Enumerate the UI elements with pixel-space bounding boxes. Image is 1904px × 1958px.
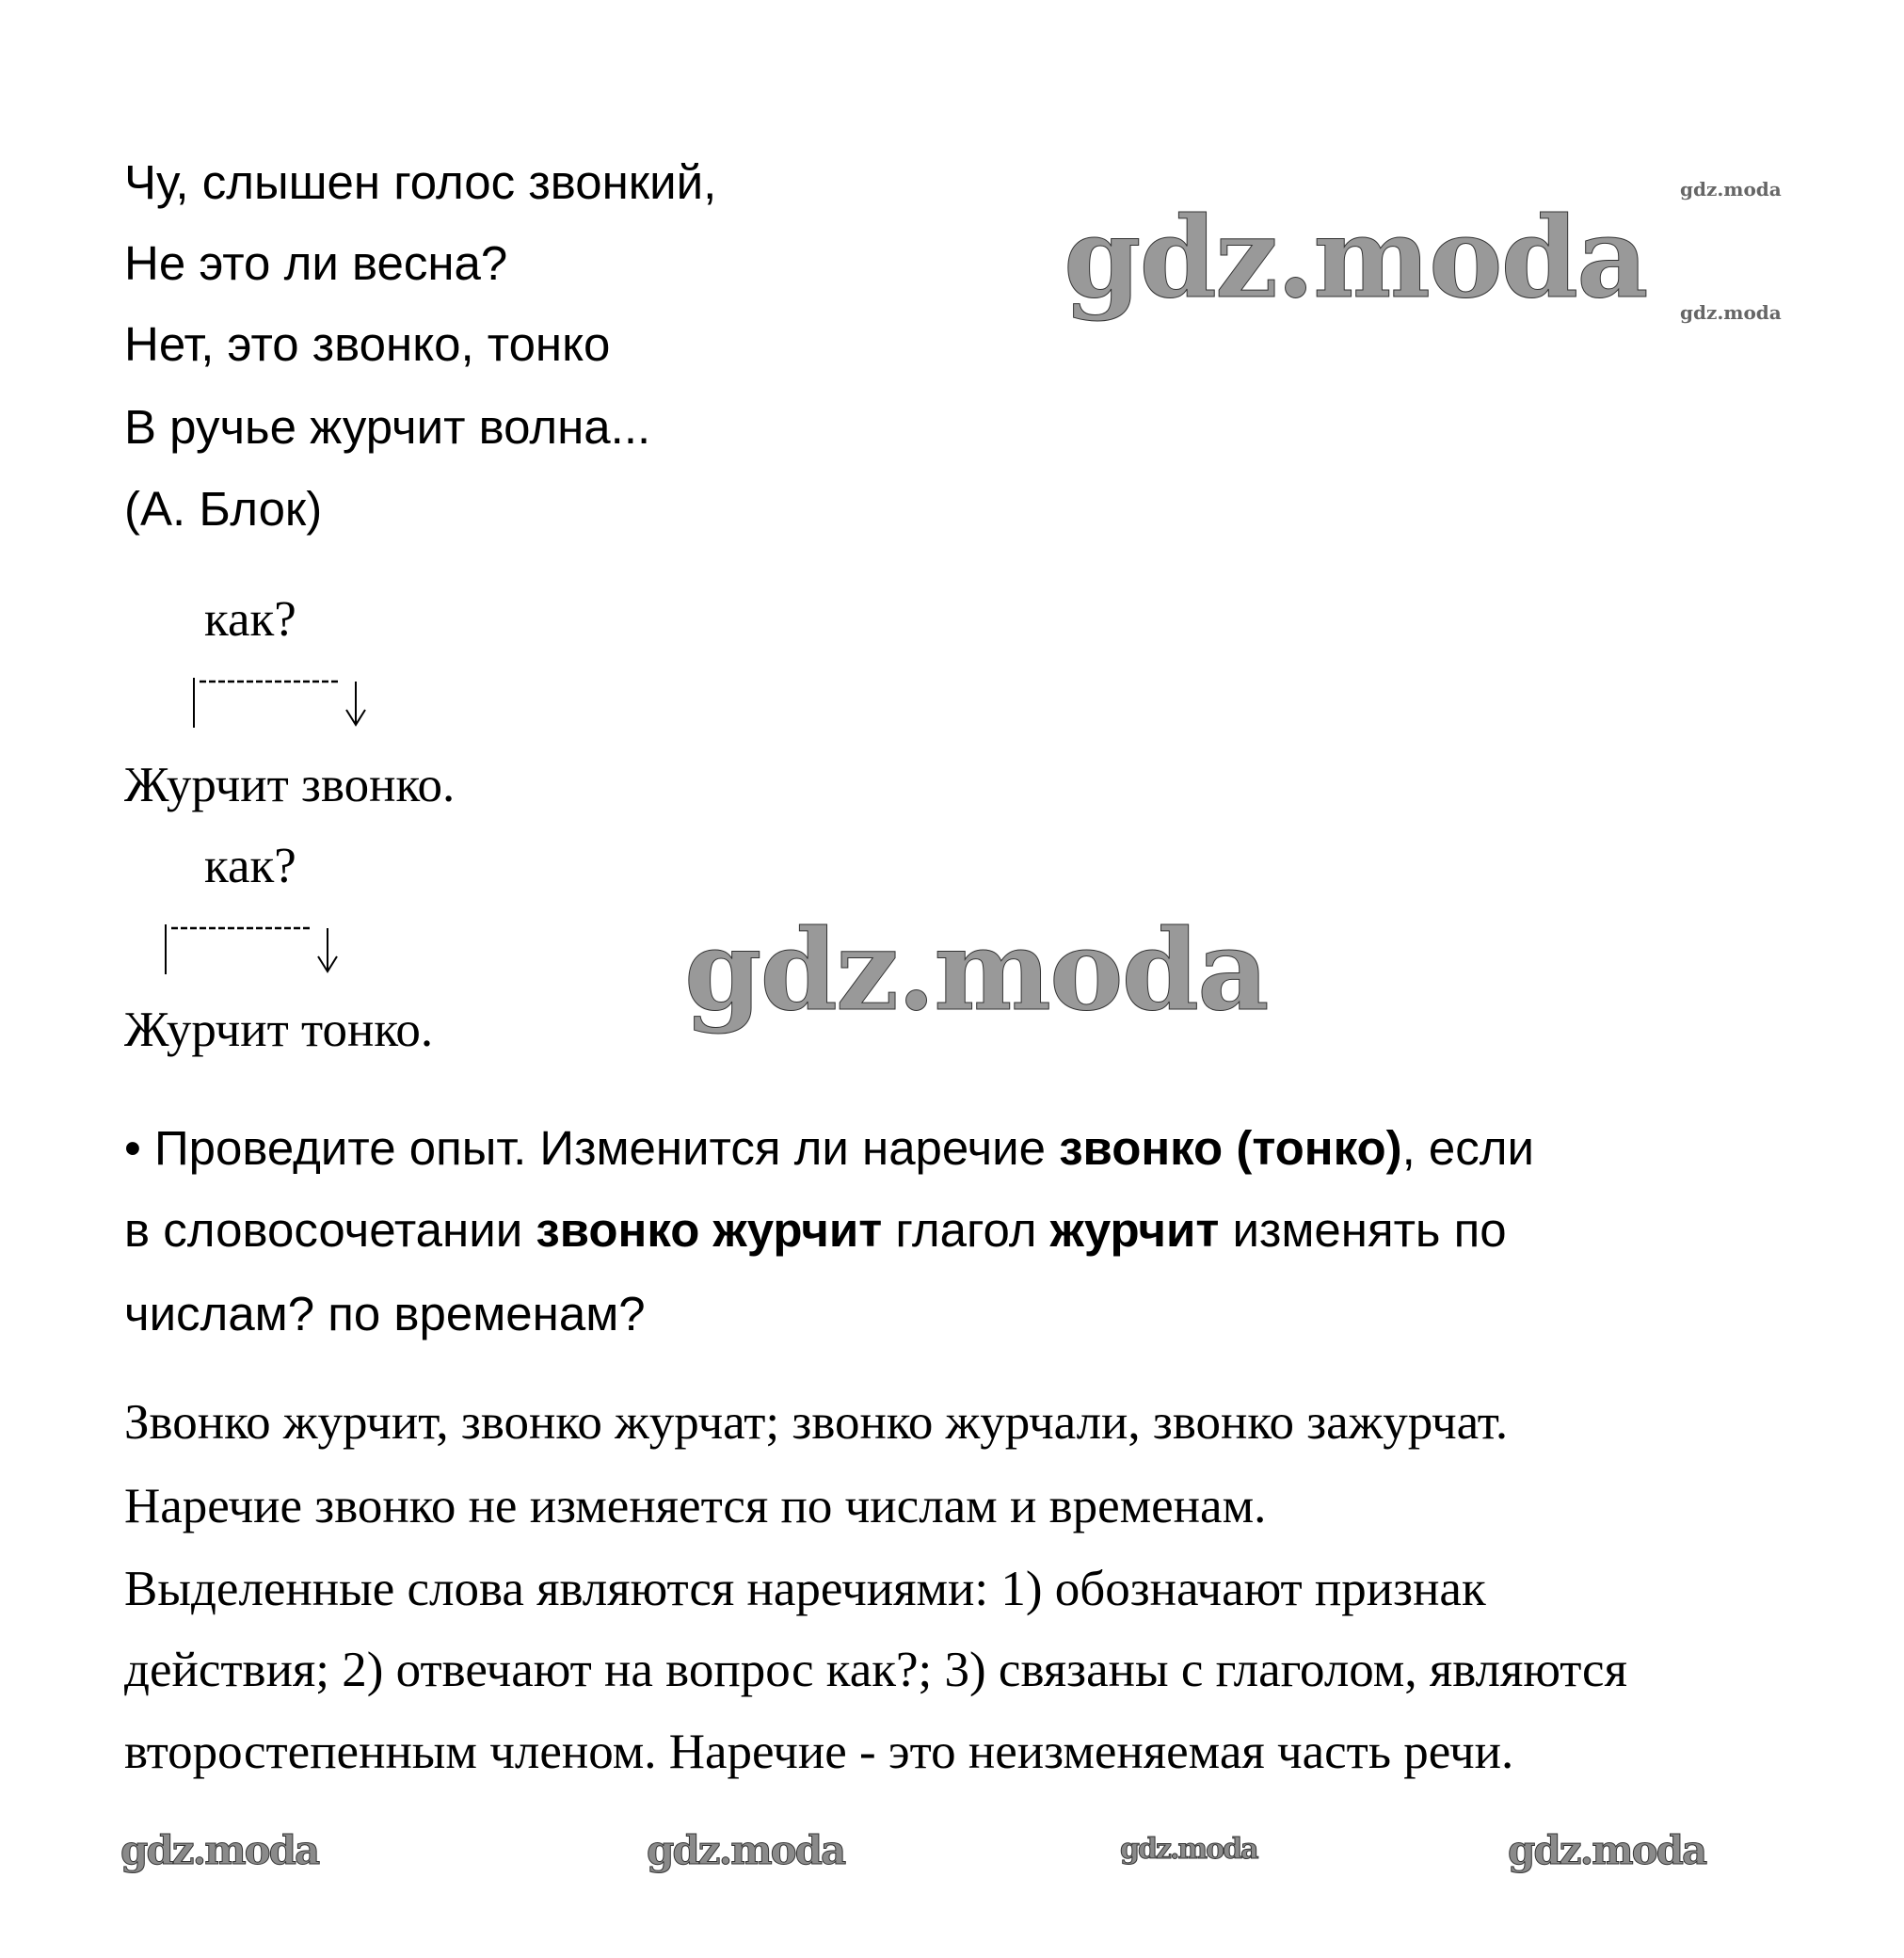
watermark: gdz.moda	[120, 1827, 319, 1873]
task-line: • Проведите опыт. Изменится ли наречие звонко (тонко), если	[124, 1121, 1535, 1175]
task-line: в словосочетании звонко журчит глагол журчит изменять по	[124, 1203, 1507, 1257]
answer-line: Наречие звонко не изменяется по числам и временам.	[124, 1479, 1267, 1533]
answer-line: второстепенным членом. Наречие - это неизменяемая часть речи.	[124, 1725, 1514, 1779]
answer-line: Звонко журчит, звонко журчат; звонко журчали, звонко зажурчат.	[124, 1395, 1509, 1450]
poem-line: Не это ли весна?	[124, 236, 508, 290]
dependency-arrow-icon	[160, 923, 348, 979]
scheme-question: как?	[204, 839, 296, 893]
poem-line: В ручье журчит волна...	[124, 400, 651, 454]
watermark: gdz.moda	[1064, 192, 1647, 323]
watermark: gdz.moda	[684, 905, 1268, 1035]
answer-line: Выделенные слова являются наречиями: 1) обозначают признак	[124, 1562, 1486, 1616]
watermark: gdz.moda	[1680, 301, 1782, 324]
scheme-phrase: Журчит тонко.	[124, 1003, 434, 1057]
poem-author: (А. Блок)	[124, 482, 323, 536]
scheme-phrase: Журчит звонко.	[124, 758, 456, 812]
task-line: числам? по временам?	[124, 1287, 646, 1340]
answer-line: действия; 2) отвечают на вопрос как?; 3) связаны с глаголом, являются	[124, 1643, 1627, 1697]
dependency-arrow-icon	[188, 676, 376, 732]
watermark: gdz.moda	[1680, 178, 1782, 201]
scheme-question: как?	[204, 592, 296, 647]
watermark: gdz.moda	[1120, 1833, 1257, 1866]
watermark: gdz.moda	[1508, 1827, 1706, 1873]
poem-line: Чу, слышен голос звонкий,	[124, 155, 717, 209]
watermark: gdz.moda	[647, 1827, 845, 1873]
poem-line: Нет, это звонко, тонко	[124, 317, 611, 371]
